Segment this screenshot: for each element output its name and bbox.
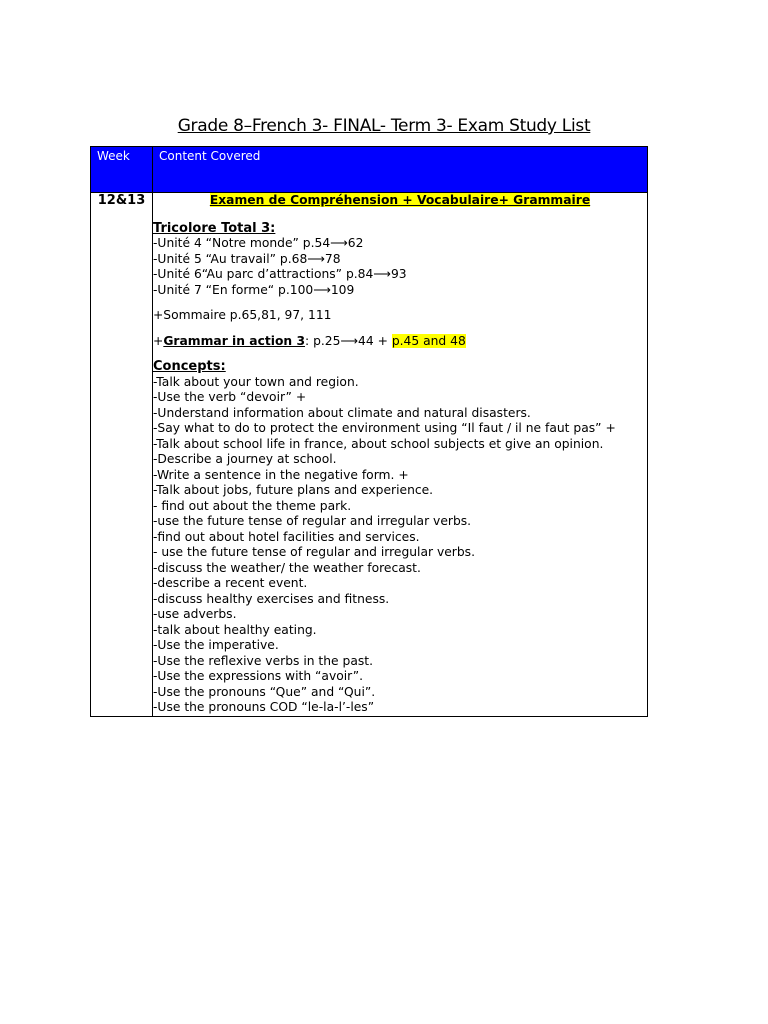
concept-item: -discuss the weather/ the weather forecast. [153,560,421,575]
concept-item: -describe a recent event. [153,576,308,590]
concept-item: -use adverbs. [153,607,237,621]
table-header-row [91,147,648,193]
concept-item: -Write a sentence in the negative form. + [153,467,409,482]
concept-item: -Understand information about climate and natural disasters. [153,405,531,420]
grammar-line: +Grammar in action 3: p.25⟶44 + p.45 and 48 [153,333,466,348]
concept-item: -Use the pronouns “Que” and “Qui”. [153,684,376,699]
concept-item: -Use the expressions with “avoir”. [153,669,364,683]
concept-item: - find out about the theme park. [153,498,352,513]
unit-item: -Unité 6“Au parc d’attractions” p.84⟶93 [153,267,407,281]
concepts-list [153,375,647,716]
concept-item: -discuss healthy exercises and fitness. [153,591,390,606]
sommaire-line: +Sommaire p.65,81, 97, 111 [153,308,332,322]
header-week: Week [91,147,153,193]
concept-item: -Use the imperative. [153,638,279,652]
concept-item: -Talk about your town and region. [153,374,359,389]
concept-item: -Talk about school life in france, about school subjects et give an opinion. [153,436,604,451]
concept-item: - use the future tense of regular and irregular verbs. [153,545,475,559]
concept-item: -Say what to do to protect the environment using “Il faut / il ne faut pas” + [153,421,616,435]
document-title: Grade 8–French 3- FINAL- Term 3- Exam Study List [177,116,591,136]
exam-title: Examen de Compréhension + Vocabulaire+ Grammaire [209,193,591,207]
unit-item: -Unité 7 “En forme“ p.100⟶109 [153,282,355,297]
concept-item: -Talk about jobs, future plans and experience. [153,483,434,497]
content-cell [153,193,648,717]
concepts-heading: Concepts: [153,359,226,374]
concept-item: -Use the pronouns COD “le-la-l’-les” [153,700,375,714]
table-row [91,193,648,717]
unit-item: -Unité 4 “Notre monde” p.54⟶62 [153,236,364,250]
week-cell: 12&13 [91,193,153,717]
grammar-highlight: p.45 and 48 [391,333,466,348]
unit-item: -Unité 5 “Au travail” p.68⟶78 [153,251,341,266]
concept-item: -use the future tense of regular and irregular verbs. [153,514,472,528]
study-table [90,146,648,717]
concept-item: -Use the verb “devoir” + [153,390,307,404]
concept-item: -talk about healthy eating. [153,622,317,637]
concept-item: -Use the reflexive verbs in the past. [153,653,374,668]
units-list [153,236,647,298]
concept-item: -Describe a journey at school. [153,452,337,466]
header-content: Content Covered [153,147,648,193]
concept-item: -find out about hotel facilities and services. [153,529,420,544]
tricolore-heading: Tricolore Total 3: [153,220,276,236]
grammar-title: Grammar in action 3 [163,333,306,348]
